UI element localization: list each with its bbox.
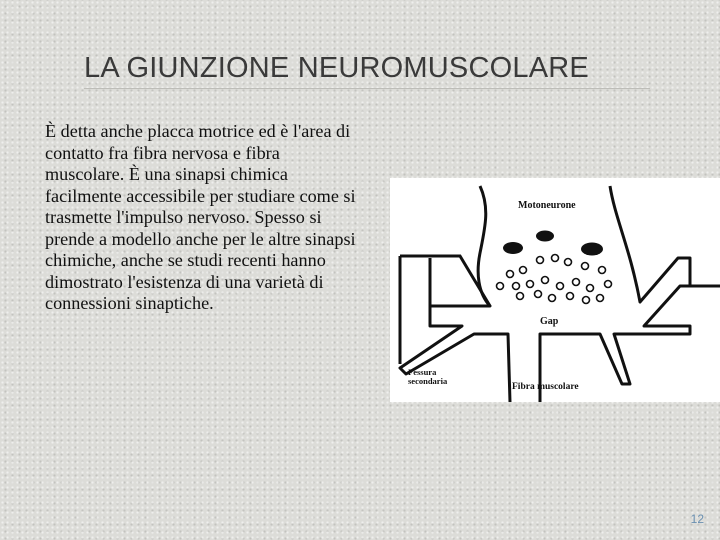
page-number: 12 bbox=[690, 512, 704, 526]
title-divider bbox=[84, 88, 650, 89]
synaptic-vesicles bbox=[497, 255, 612, 304]
junction-outline bbox=[400, 186, 690, 402]
mitochondria bbox=[503, 231, 603, 256]
label-fessura-line1: Fessura bbox=[408, 367, 437, 377]
label-motoneurone: Motoneurone bbox=[518, 200, 576, 211]
body-paragraph: È detta anche placca motrice ed è l'area di contatto fra fibra nervosa e fibra muscolare. È una sinapsi chimica facilmente accessibile per studiare come si trasmette l'impulso nervoso. Spesso si prende a modello anche per le altre sinapsi chimiche, anche se studi recenti hanno dimostrato l'esistenza di una varietà di connessioni sinaptiche. bbox=[45, 121, 356, 313]
label-fibra-muscolare: Fibra muscolare bbox=[512, 382, 579, 392]
slide-title: LA GIUNZIONE NEUROMUSCOLARE bbox=[84, 52, 589, 84]
label-fessura-line2: secondaria bbox=[408, 376, 448, 386]
neuromuscular-junction-diagram bbox=[390, 178, 720, 402]
muscle-upper-left bbox=[400, 256, 490, 306]
label-gap: Gap bbox=[540, 316, 559, 327]
